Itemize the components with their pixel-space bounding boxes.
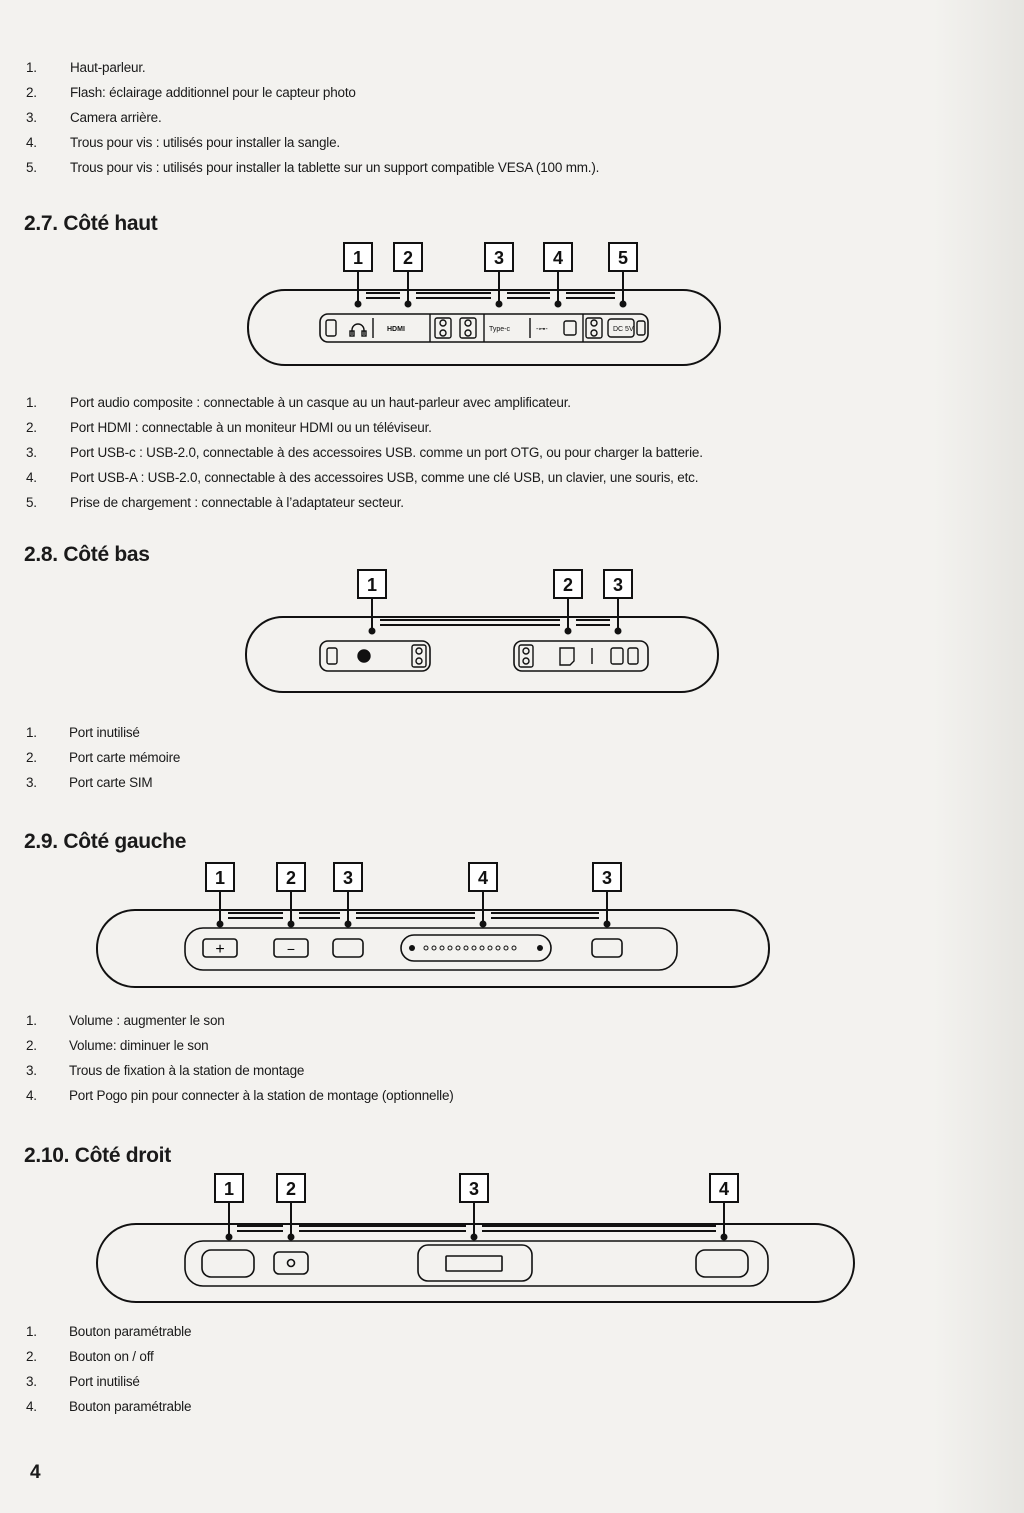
callout-3: 3 — [342, 868, 354, 888]
top-side-diagram — [0, 235, 1024, 375]
programmable-button-1 — [202, 1250, 254, 1277]
sim-card-slot-icon — [611, 648, 623, 664]
programmable-button-2 — [696, 1250, 748, 1277]
side-panel — [185, 1241, 768, 1286]
callout-3-second: 3 — [601, 868, 613, 888]
device-outline — [97, 910, 769, 987]
hdmi-label: HDMI — [387, 326, 405, 333]
section-heading-left-side: 2.9. Côté gauche — [24, 830, 187, 853]
pogo-pin — [537, 945, 543, 951]
section-heading-right-side: 2.10. Côté droit — [24, 1144, 171, 1167]
power-button — [274, 1252, 308, 1274]
screw-hole-icon — [435, 318, 451, 338]
callout-dot — [620, 301, 627, 308]
pogo-pin — [440, 946, 444, 950]
plus-icon: + — [215, 941, 225, 958]
pogo-pin — [432, 946, 436, 950]
pogo-pin — [480, 946, 484, 950]
dc-label: DC 5V — [613, 326, 634, 333]
callout-2: 2 — [402, 248, 414, 268]
page-number: 4 — [30, 1462, 41, 1483]
pogo-pin — [472, 946, 476, 950]
screw-hole-icon — [586, 318, 602, 338]
callout-4: 4 — [477, 868, 489, 888]
callout-dot — [496, 301, 503, 308]
callout-1: 1 — [366, 575, 378, 595]
callout-3: 3 — [493, 248, 505, 268]
audio-jack-icon — [326, 320, 336, 336]
power-icon — [288, 1260, 295, 1267]
callout-1: 1 — [214, 868, 226, 888]
callout-dot — [355, 301, 362, 308]
left-side-diagram — [0, 855, 1024, 995]
pogo-pin — [464, 946, 468, 950]
callout-1: 1 — [223, 1179, 235, 1199]
pogo-pin — [496, 946, 500, 950]
memory-card-slot-icon — [560, 648, 574, 665]
section-heading-bottom-side: 2.8. Côté bas — [24, 543, 150, 566]
type-c-label: Type-c — [489, 326, 511, 333]
callout-4: 4 — [552, 248, 564, 268]
unused-port — [418, 1245, 532, 1281]
pogo-pin — [504, 946, 508, 950]
unused-port-icon — [358, 650, 370, 662]
callout-3: 3 — [612, 575, 624, 595]
pogo-pin — [424, 946, 428, 950]
pogo-pin — [456, 946, 460, 950]
pogo-pins — [409, 945, 543, 951]
callout-5: 5 — [617, 248, 629, 268]
section-heading-top-side: 2.7. Côté haut — [24, 212, 158, 235]
callout-4: 4 — [718, 1179, 730, 1199]
callout-3: 3 — [468, 1179, 480, 1199]
pogo-pin — [488, 946, 492, 950]
mounting-hole — [333, 939, 363, 957]
usb-a-label: -⊶- — [536, 326, 548, 333]
screw-hole-icon — [460, 318, 476, 338]
pogo-pin — [512, 946, 516, 950]
callout-1: 1 — [352, 248, 364, 268]
minus-icon: − — [286, 941, 296, 957]
callout-dot — [555, 301, 562, 308]
usb-a-port-icon — [564, 321, 576, 335]
callout-2: 2 — [562, 575, 574, 595]
callout-2: 2 — [285, 1179, 297, 1199]
callout-dot — [405, 301, 412, 308]
right-side-diagram — [0, 1166, 1024, 1306]
pogo-pin — [409, 945, 415, 951]
pogo-pin — [448, 946, 452, 950]
callout-2: 2 — [285, 868, 297, 888]
bottom-side-diagram — [0, 562, 1024, 697]
mounting-hole — [592, 939, 622, 957]
